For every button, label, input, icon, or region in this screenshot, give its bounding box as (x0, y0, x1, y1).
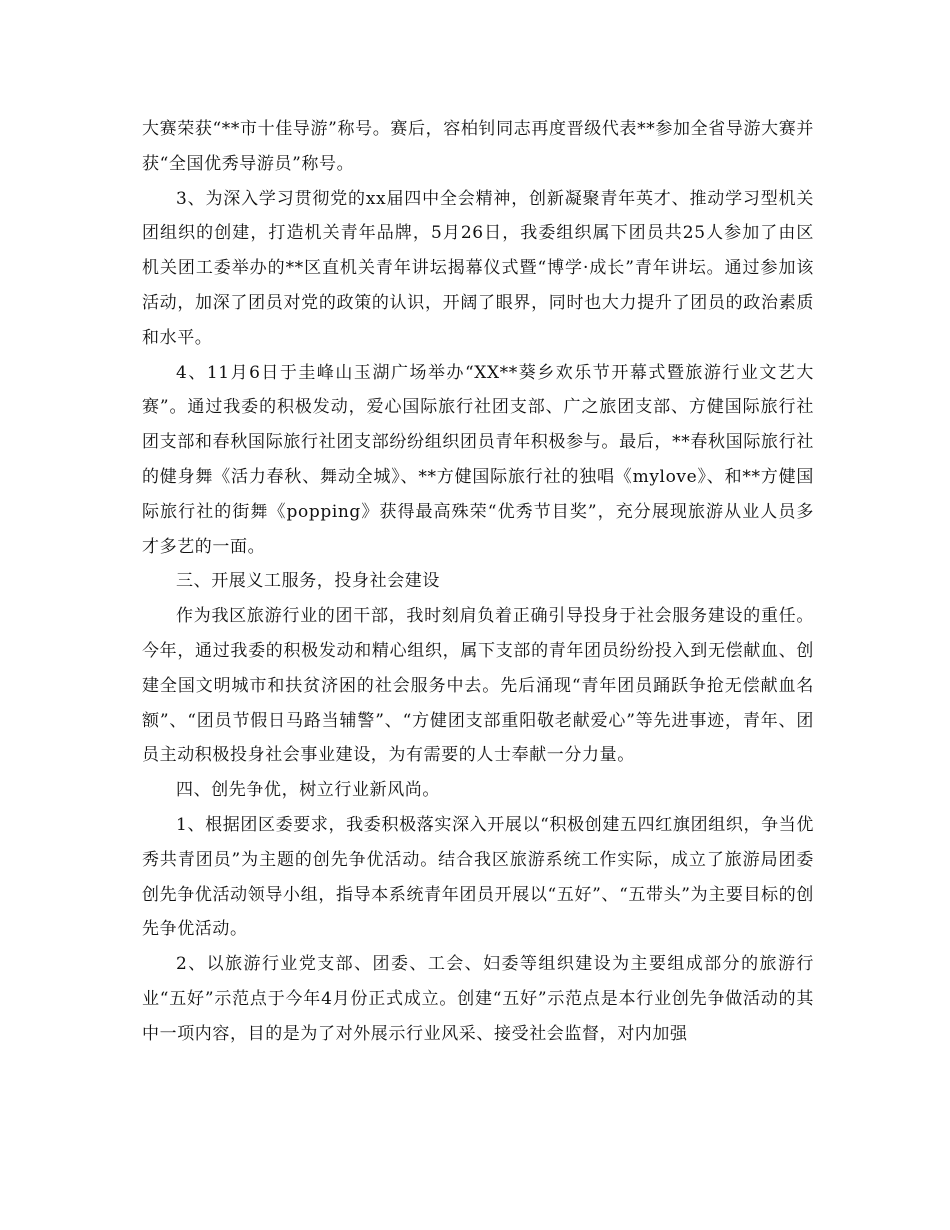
section-heading: 三、开展义工服务，投身社会建设 (176, 571, 440, 592)
paragraph: 1、根据团区委要求，我委积极落实深入开展以“积极创建五四红旗团组织，争当优秀共青团员”为主题的创先争优活动。结合我区旅游系统工作实际，成立了旅游局团委创先争优活动领导小组，指导本系统青年团员开展以“五好”、“五带头”为主要目标的创先争优活动。 (142, 814, 814, 940)
paragraph: 4、11月6日于圭峰山玉湖广场举办“XX**葵乡欢乐节开幕式暨旅游行业文艺大赛”。通过我委的积极发动，爱心国际旅行社团支部、广之旅团支部、方健国际旅行社团支部和春秋国际旅行社团支部纷纷组织团员青年积极参与。最后，**春秋国际旅行社的健身舞《活力春秋、舞动全城》、**方健国际旅行社的独唱《mylove》、和**方健国际旅行社的街舞《popping》获得最高殊荣“优秀节目奖”，充分展现旅游从业人员多才多艺的一面。 (142, 362, 814, 557)
paragraph: 大赛荣获“**市十佳导游”称号。赛后，容柏钊同志再度晋级代表**参加全省导游大赛并获“全国优秀导游员”称号。 (142, 119, 814, 174)
paragraph: 3、为深入学习贯彻党的xx届四中全会精神，创新凝聚青年英才、推动学习型机关团组织的创建，打造机关青年品牌，5月26日，我委组织属下团员共25人参加了由区机关团工委举办的**区直机关青年讲坛揭幕仪式暨“博学·成长”青年讲坛。通过参加该活动，加深了团员对党的政策的认识，开阔了眼界，同时也大力提升了团员的政治素质和水平。 (142, 188, 814, 348)
section-heading: 四、创先争优，树立行业新风尚。 (176, 780, 440, 801)
document-body (142, 112, 814, 1052)
paragraph: 2、以旅游行业党支部、团委、工会、妇委等组织建设为主要组成部分的旅游行业“五好”示范点于今年4月份正式成立。创建“五好”示范点是本行业创先争做活动的其中一项内容，目的是为了对外展示行业风采、接受社会监督，对内加强 (142, 954, 814, 1044)
paragraph: 作为我区旅游行业的团干部，我时刻肩负着正确引导投身于社会服务建设的重任。今年，通过我委的积极发动和精心组织，属下支部的青年团员纷纷投入到无偿献血、创建全国文明城市和扶贫济困的社会服务中去。先后涌现“青年团员踊跃争抢无偿献血名额”、“团员节假日马路当辅警”、“方健团支部重阳敬老献爱心”等先进事迹，青年、团员主动积极投身社会事业建设，为有需要的人士奉献一分力量。 (142, 606, 814, 766)
